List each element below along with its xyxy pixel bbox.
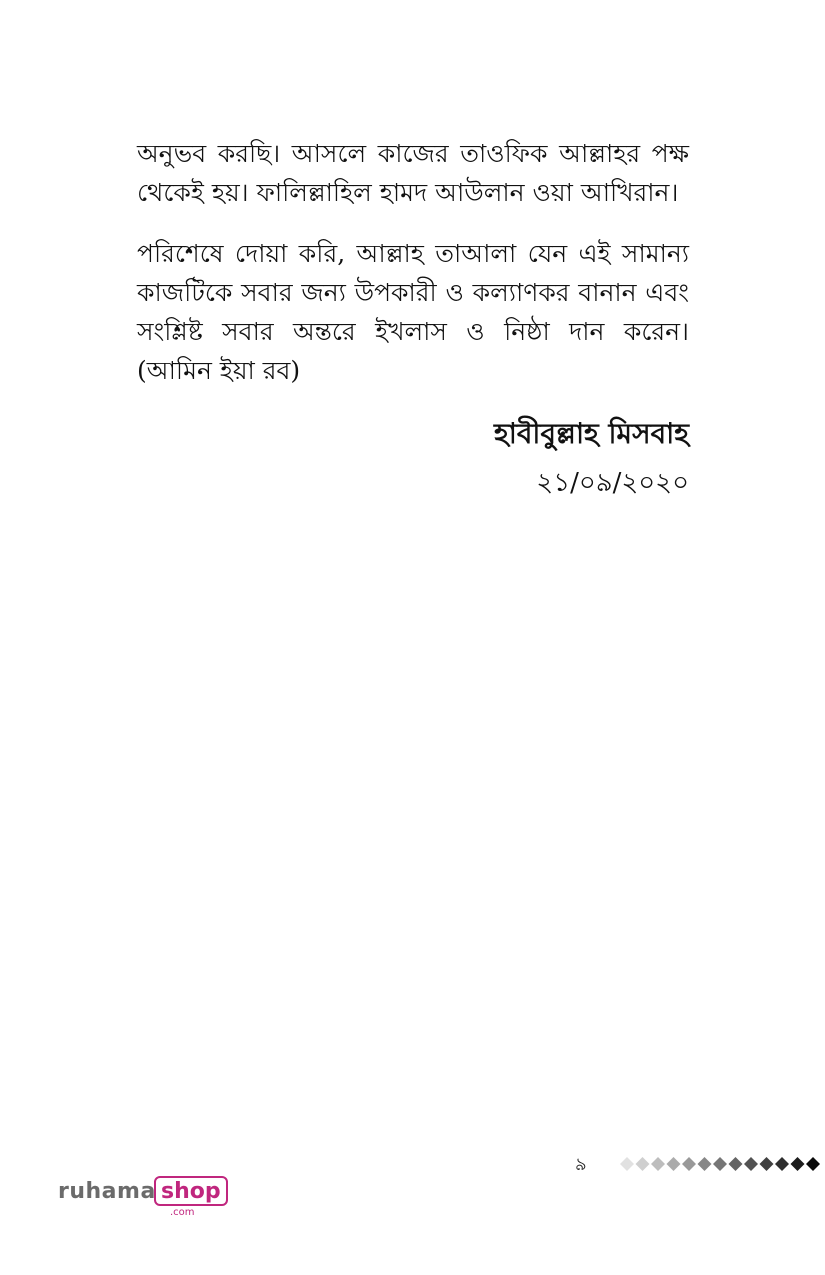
diamond-icon — [744, 1157, 758, 1171]
diamond-icon — [713, 1157, 727, 1171]
diamond-icon — [791, 1157, 805, 1171]
decorative-diamond-row — [619, 1154, 825, 1174]
diamond-icon — [636, 1157, 650, 1171]
diamond-icon — [682, 1157, 696, 1171]
page-number: ৯ — [575, 1154, 587, 1175]
author-signature: হাবীবুল্লাহ মিসবাহ — [494, 417, 689, 450]
ruhamashop-logo — [58, 1175, 228, 1225]
diamond-icon — [775, 1157, 789, 1171]
logo-name: ruhama — [58, 1179, 156, 1204]
logo-badge: shop — [154, 1176, 228, 1206]
date: ২১/০৯/২০২০ — [536, 468, 689, 498]
paragraph-1: অনুভব করছি। আসলে কাজের তাওফিক আল্লাহর পক্ষ থেকেই হয়। ফালিল্লাহিল হামদ আউলান ওয়া আখিরান। — [137, 139, 689, 207]
diamond-icon — [667, 1157, 681, 1171]
diamond-icon — [698, 1157, 712, 1171]
diamond-icon — [729, 1157, 743, 1171]
logo-domain: .com — [170, 1207, 195, 1218]
diamond-icon — [620, 1157, 634, 1171]
diamond-icon — [651, 1157, 665, 1171]
diamond-icon — [806, 1157, 820, 1171]
diamond-icon — [760, 1157, 774, 1171]
paragraph-2: পরিশেষে দোয়া করি, আল্লাহ তাআলা যেন এই সামান্য কাজটিকে সবার জন্য উপকারী ও কল্যাণকর বানান এবং সংশ্লিষ্ট সবার অন্তরে ইখলাস ও নিষ্ঠা দান করেন। (আমিন ইয়া রব) — [137, 239, 689, 385]
